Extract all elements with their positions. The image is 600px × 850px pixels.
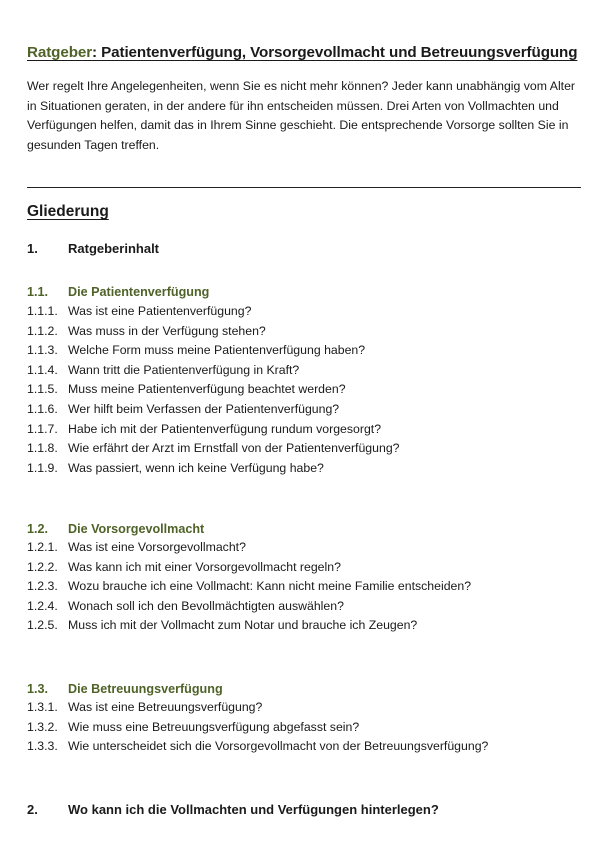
item-label: Was muss in der Verfügung stehen? — [68, 323, 266, 338]
toc-list-1-1 — [27, 302, 400, 478]
toc-item — [27, 361, 400, 381]
toc-item — [27, 439, 400, 459]
toc-item — [27, 718, 488, 738]
item-label: Habe ich mit der Patientenverfügung rundum vorgesorgt? — [68, 421, 382, 436]
toc-chapter-2 — [27, 802, 439, 817]
item-label: Muss ich mit der Vollmacht zum Notar und brauche ich Zeugen? — [68, 618, 418, 633]
section-number: 1.1. — [27, 285, 49, 299]
title-rest: : Patientenverfügung, Vorsorgevollmacht und Betreuungsverfügung — [92, 44, 578, 61]
chapter-number: 1. — [27, 241, 38, 256]
item-label: Was ist eine Betreuungsverfügung? — [68, 700, 263, 714]
item-number: 1.1.4. — [27, 362, 58, 377]
toc-chapter-1 — [27, 241, 159, 256]
item-number: 1.3.2. — [27, 719, 58, 734]
item-label: Wie erfährt der Arzt im Ernstfall von der Patientenverfügung? — [68, 441, 400, 456]
toc-section-1-1 — [27, 285, 209, 299]
toc-heading: Gliederung — [27, 203, 109, 220]
item-label: Wer hilft beim Verfassen der Patientenverfügung? — [68, 401, 340, 416]
chapter-number: 2. — [27, 802, 38, 817]
item-number: 1.1.9. — [27, 460, 58, 475]
toc-item — [27, 538, 471, 558]
item-label: Wozu brauche ich eine Vollmacht: Kann nicht meine Familie entscheiden? — [68, 579, 472, 594]
item-number: 1.1.6. — [27, 401, 58, 416]
chapter-label: Ratgeberinhalt — [68, 241, 160, 256]
intro-paragraph: Wer regelt Ihre Angelegenheiten, wenn Sie es nicht mehr können? Jeder kann unabhängig vom Alter in Situationen geraten, in der andere für ihn entscheiden müssen. Drei Arten von Vollmachten und Verfügungen helfen, damit das in Ihrem Sinne geschieht. Die entsprechende Vorsorge sollten Sie in gesunden Tagen treffen. — [27, 79, 576, 152]
section-number: 1.2. — [27, 522, 49, 536]
toc-item — [27, 322, 400, 342]
item-number: 1.2.1. — [27, 540, 58, 554]
toc-item — [27, 302, 400, 322]
item-number: 1.1.8. — [27, 441, 58, 456]
toc-item — [27, 698, 488, 718]
horizontal-divider — [27, 187, 581, 188]
item-number: 1.2.5. — [27, 618, 58, 633]
toc-item — [27, 577, 471, 597]
toc-item — [27, 737, 488, 757]
item-label: Was passiert, wenn ich keine Verfügung habe? — [68, 460, 324, 475]
toc-list-1-2 — [27, 538, 471, 636]
item-label: Wie muss eine Betreuungsverfügung abgefasst sein? — [68, 719, 360, 734]
item-number: 1.3.1. — [27, 700, 58, 714]
section-number: 1.3. — [27, 682, 49, 696]
item-number: 1.1.1. — [27, 304, 58, 318]
document-header — [27, 44, 581, 155]
item-label: Wie unterscheidet sich die Vorsorgevollmacht von der Betreuungsverfügung? — [68, 739, 489, 754]
item-label: Wonach soll ich den Bevollmächtigten auswählen? — [68, 598, 344, 613]
toc-section-1-2 — [27, 522, 204, 536]
toc-item — [27, 380, 400, 400]
document-title — [27, 44, 581, 61]
item-number: 1.1.3. — [27, 343, 58, 358]
item-number: 1.2.4. — [27, 598, 58, 613]
item-label: Muss meine Patientenverfügung beachtet werden? — [68, 382, 346, 397]
toc-item — [27, 616, 471, 636]
item-number: 1.1.5. — [27, 382, 58, 397]
section-label: Die Patientenverfügung — [68, 285, 210, 299]
item-number: 1.1.2. — [27, 323, 58, 338]
item-label: Welche Form muss meine Patientenverfügung haben? — [68, 343, 366, 358]
section-label: Die Betreuungsverfügung — [68, 682, 223, 696]
item-label: Was ist eine Patientenverfügung? — [68, 304, 252, 318]
toc-item — [27, 459, 400, 479]
table-of-contents — [27, 203, 581, 817]
toc-item — [27, 420, 400, 440]
chapter-label: Wo kann ich die Vollmachten und Verfügungen hinterlegen? — [68, 802, 439, 817]
toc-item — [27, 558, 471, 578]
toc-item — [27, 400, 400, 420]
title-prefix: Ratgeber — [27, 44, 93, 61]
toc-list-1-3 — [27, 698, 488, 757]
item-number: 1.2.3. — [27, 579, 58, 594]
item-number: 1.3.3. — [27, 739, 58, 754]
item-number: 1.1.7. — [27, 421, 58, 436]
item-label: Wann tritt die Patientenverfügung in Kraft? — [68, 362, 300, 377]
item-label: Was ist eine Vorsorgevollmacht? — [68, 540, 246, 554]
item-number: 1.2.2. — [27, 559, 58, 574]
section-label: Die Vorsorgevollmacht — [68, 522, 205, 536]
toc-item — [27, 597, 471, 617]
toc-item — [27, 341, 400, 361]
toc-section-1-3 — [27, 682, 223, 696]
item-label: Was kann ich mit einer Vorsorgevollmacht regeln? — [68, 559, 341, 574]
